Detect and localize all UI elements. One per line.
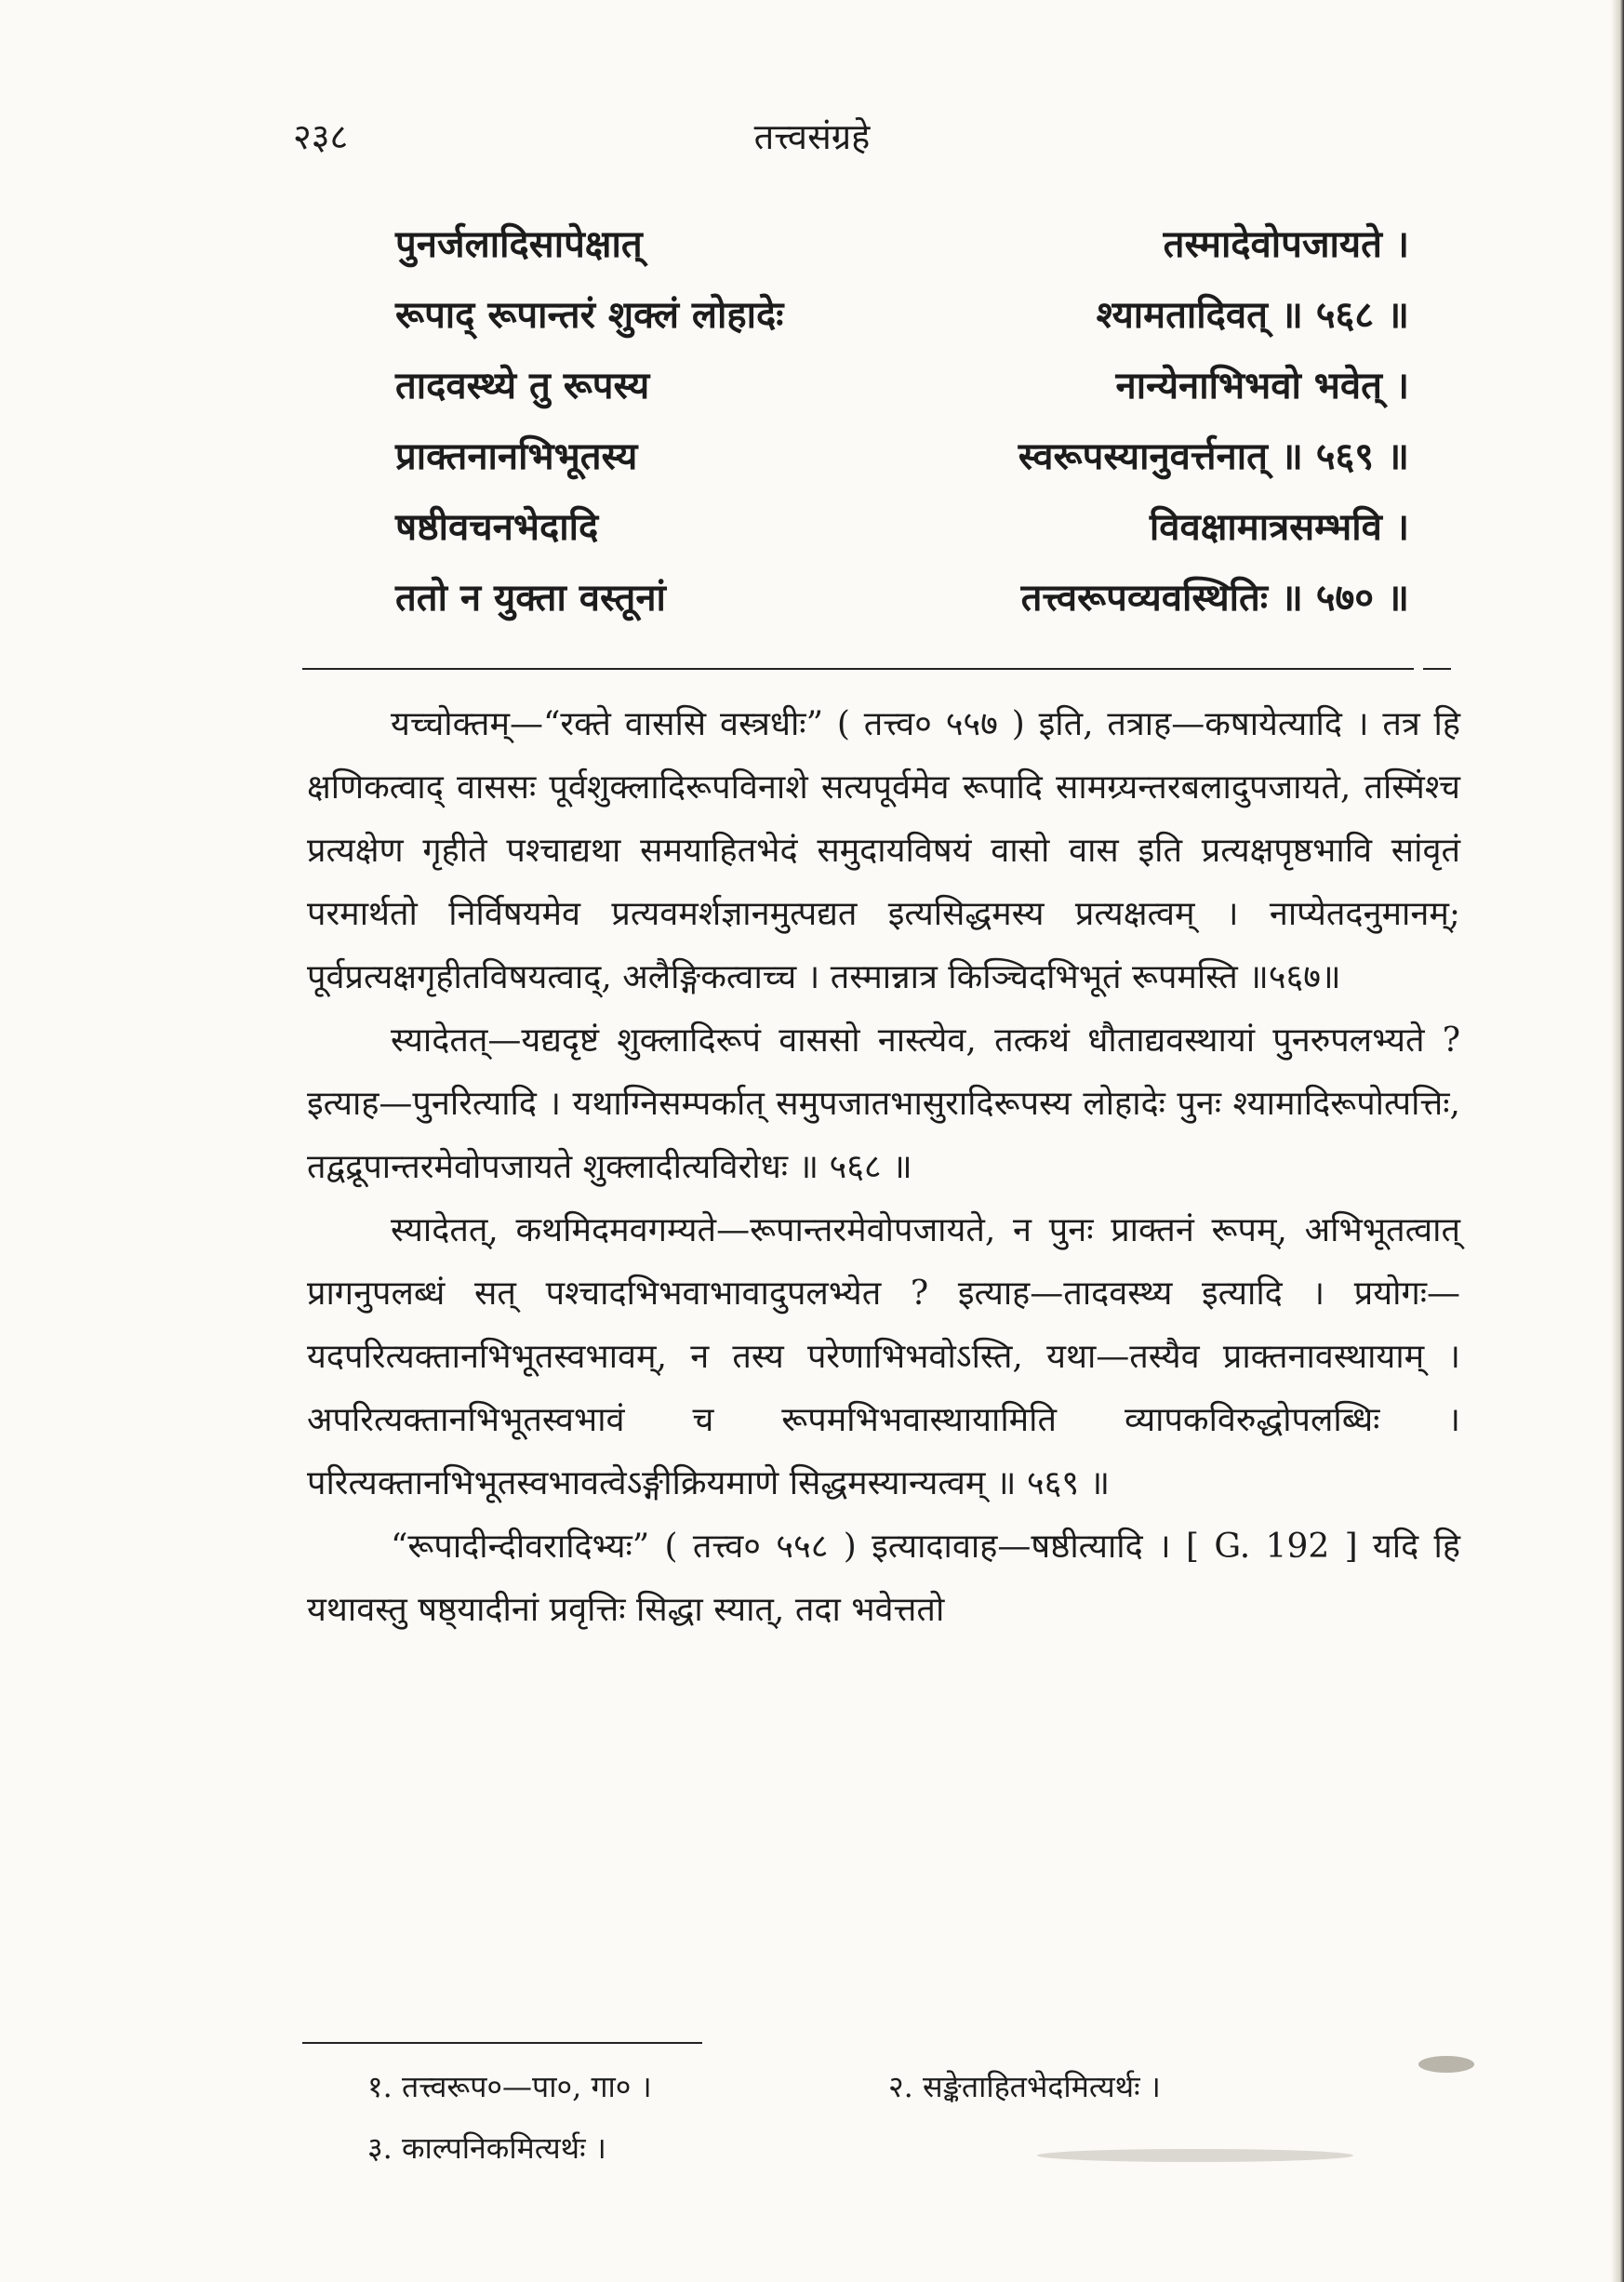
- verse-line: [395, 563, 1409, 634]
- verse-second-half: स्वरूपस्यानुवर्त्तनात् ॥ ५६९ ॥: [1018, 434, 1409, 478]
- verse-first-half: पुनर्जलादिसापेक्षात्: [395, 222, 643, 266]
- commentary-paragraph: [307, 693, 1460, 1009]
- commentary-text: “रूपादीन्दीवरादिभ्यः” ( तत्त्व० ५५८ ) इत्यादावाह—षष्ठीत्यादि । [ G. 192 ] यदि हि यथावस्तु षष्ठ्यादीनां प्रवृत्तिः सिद्धा स्यात्, तदा भवेत्ततो: [307, 1528, 1460, 1629]
- verse-line: [395, 421, 1409, 492]
- divider-dash: [1423, 668, 1451, 670]
- commentary-text: स्यादेतत्, कथमिदमवगम्यते—रूपान्तरमेवोपजायते, न पुनः प्राक्तनं रूपम्, अभिभूतत्वात् प्रागनुपलब्धं सत् पश्चादभिभवाभावादुपलभ्येत ? इत्याह—तादवस्थ्य इत्यादि । प्रयोगः—यदपरित्यक्तानभिभूतस्वभावम्, न तस्य परेणाभिभवोऽस्ति, यथा—तस्यैव प्राक्तनावस्थायाम् । अपरित्यक्तानभिभूतस्वभावं च रूपमभिभवास्थायामिति व्यापकविरुद्धोपलब्धिः । परित्यक्तानभिभूतस्वभावत्वेऽङ्गीक्रियमाणे सिद्धमस्यान्यत्वम् ॥ ५६९ ॥: [307, 1211, 1460, 1502]
- commentary-text: यच्चोक्तम्—“रक्ते वाससि वस्त्रधीः” ( तत्त्व० ५५७ ) इति, तत्राह—कषायेत्यादि । तत्र हि क्षणिकत्वाद् वाससः पूर्वशुक्लादिरूपविनाशे सत्यपूर्वमेव रूपादि सामग्र्यन्तरबलादुपजायते, तस्मिंश्च प्रत्यक्षेण गृहीते पश्चाद्यथा समयाहितभेदं समुदायविषयं वासो वास इति प्रत्यक्षपृष्ठभावि सांवृतं परमार्थतो निर्विषयमेव प्रत्यवमर्शज्ञानमुत्पद्यत इत्यसिद्धमस्य प्रत्यक्षत्वम् । नाप्येतदनुमानम्; पूर्वप्रत्यक्षगृहीतविषयत्वाद्, अलैङ्गिकत्वाच्च । तस्मान्नात्र किञ्चिदभिभूतं रूपमस्ति ॥५६७॥: [307, 705, 1460, 996]
- verse-second-half: तत्त्वरूपव्यवस्थितिः ॥ ५७० ॥: [1020, 576, 1409, 620]
- page-binding-edge: [1611, 0, 1624, 2282]
- footnote-row: [367, 2056, 1391, 2117]
- footnote-2: २. सङ्केताहितभेदमित्यर्थः ।: [888, 2069, 1161, 2104]
- footnote-1: १. तत्त्वरूप०—पा०, गा० ।: [367, 2069, 652, 2104]
- verse-line: [395, 351, 1409, 421]
- verse-line: [395, 280, 1409, 351]
- page-header: [0, 112, 1624, 177]
- verse-first-half: षष्ठीवचनभेदादि: [395, 505, 599, 549]
- verse-first-half: रूपाद् रूपान्तरं शुक्लं लोहादेः: [395, 293, 784, 337]
- footnote-3: ३. काल्पनिकमित्यर्थः ।: [367, 2130, 606, 2166]
- verse-second-half: नान्येनाभिभवो भवेत् ।: [1115, 364, 1409, 407]
- footnote-divider: [302, 2042, 702, 2044]
- verse-block: [395, 209, 1409, 634]
- commentary-paragraph: [307, 1515, 1460, 1642]
- paper-speck: [1037, 2149, 1353, 2162]
- paper-speck: [1418, 2056, 1474, 2073]
- page-number: २३८: [293, 116, 349, 157]
- verse-second-half: विवक्षामात्रसम्भवि ।: [1149, 505, 1409, 549]
- verse-commentary-divider: [302, 668, 1414, 670]
- commentary-body: [307, 693, 1460, 1642]
- commentary-paragraph: [307, 1199, 1460, 1515]
- verse-second-half: तस्मादेवोपजायते ।: [1163, 222, 1409, 266]
- verse-line: [395, 209, 1409, 280]
- commentary-paragraph: [307, 1009, 1460, 1199]
- verse-second-half: श्यामतादिवत् ॥ ५६८ ॥: [1096, 293, 1409, 337]
- footnote-row: [367, 2117, 1391, 2179]
- running-title: तत्त्वसंग्रहे: [753, 116, 871, 157]
- verse-line: [395, 492, 1409, 563]
- verse-first-half: तादवस्थ्ये तु रूपस्य: [395, 364, 650, 407]
- commentary-text: स्यादेतत्—यद्यदृष्टं शुक्लादिरूपं वाससो नास्त्येव, तत्कथं धौताद्यवस्थायां पुनरुपलभ्यते ? इत्याह—पुनरित्यादि । यथाग्निसम्पर्कात् समुपजातभासुरादिरूपस्य लोहादेः पुनः श्यामादिरूपोत्पत्तिः, तद्वद्रूपान्तरमेवोपजायते शुक्लादीत्यविरोधः ॥ ५६८ ॥: [307, 1021, 1460, 1186]
- verse-first-half: ततो न युक्ता वस्तूनां: [395, 576, 666, 620]
- verse-first-half: प्राक्तनानभिभूतस्य: [395, 434, 638, 478]
